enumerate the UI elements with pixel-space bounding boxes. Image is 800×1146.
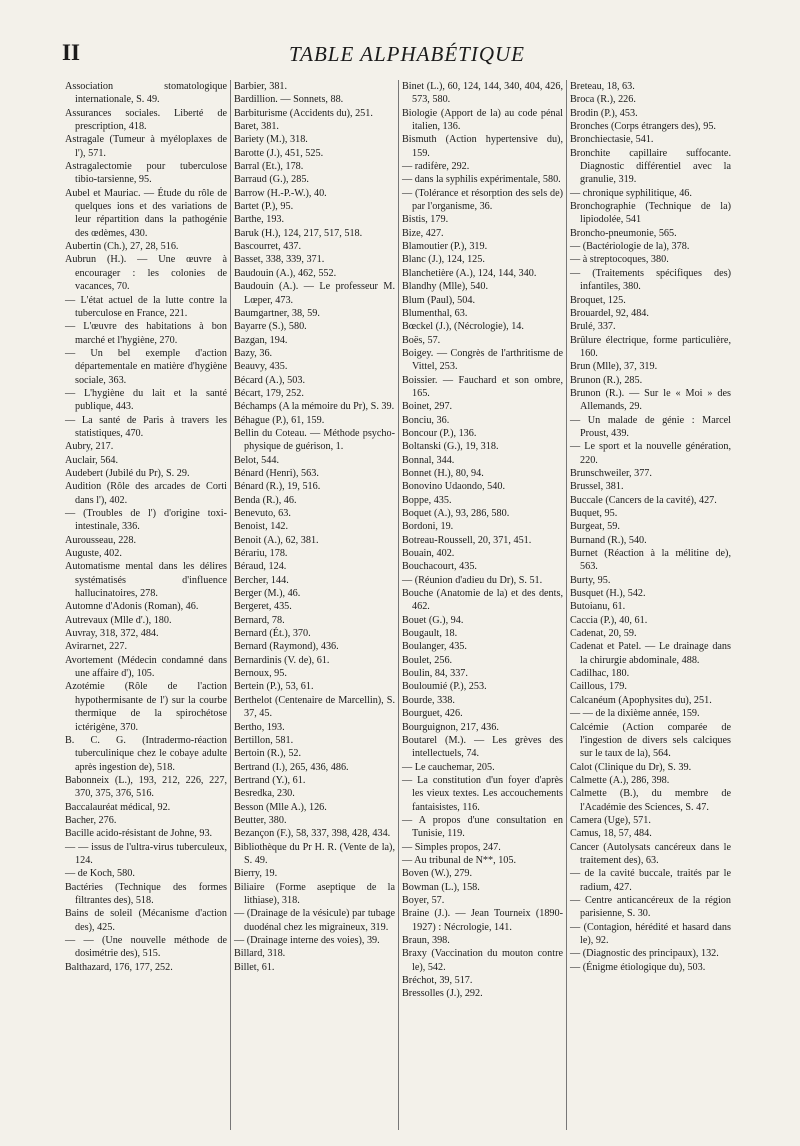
index-entry: Burnet (Réaction à la mélitine de), 563. — [570, 548, 731, 573]
index-entry: Bistis, 179. — [402, 214, 449, 226]
index-entry: Astragale (Tumeur à myéloplaxes de l'), 571. — [65, 134, 227, 159]
index-entry: Barraud (G.), 285. — [234, 174, 309, 186]
index-entry: Bouche (Anatomie de la) et des dents, 462. — [402, 588, 563, 613]
index-entry: Bascourret, 437. — [234, 241, 302, 253]
index-entry: Burgeat, 59. — [570, 521, 620, 533]
index-entry: Bowman (L.), 158. — [402, 881, 480, 893]
index-entry: — (Troubles de l') d'origine toxi-intestinale, 336. — [65, 508, 227, 533]
index-entry: — A propos d'une consultation en Tunisie, 119. — [402, 814, 563, 840]
index-entry: Avirагnet, 227. — [65, 641, 127, 653]
index-column-3 — [398, 80, 566, 1130]
index-entry: — à streptocoques, 380. — [570, 254, 669, 266]
index-entry: Caccia (P.), 40, 61. — [570, 614, 648, 626]
index-entry: Camera (Uge), 571. — [570, 814, 651, 826]
index-entry: — L'œuvre des habitations à bon marché et l'hygiène, 270. — [65, 321, 227, 346]
index-entry: Aurousseau, 228. — [65, 534, 137, 546]
index-entry: Aubertin (Ch.), 27, 28, 516. — [65, 241, 179, 253]
index-entry: Bellin du Coteau. — Méthode psycho-physique de guérison, 1. — [234, 427, 395, 453]
index-entry: Baccalauréat médical, 92. — [65, 801, 171, 813]
index-entry: Blumenthal, 63. — [402, 307, 468, 319]
index-entry: Bougault, 18. — [402, 628, 458, 640]
index-entry: — (Réunion d'adieu du Dr), S. 51. — [402, 574, 543, 586]
index-entry: Boyer, 57. — [402, 894, 445, 906]
index-entry: Botreau-Roussell, 20, 371, 451. — [402, 534, 532, 546]
index-entry: Bonnal, 344. — [402, 454, 455, 466]
index-entry: Bertrand (Y.), 61. — [234, 774, 306, 786]
index-entry: Braxy (Vaccination du mouton contre le), 542. — [402, 948, 563, 973]
index-entry: Boppe, 435. — [402, 494, 452, 506]
index-entry: Boquet (A.), 93, 286, 580. — [402, 508, 510, 519]
index-entry: Bénard (Henri), 563. — [234, 467, 319, 479]
index-entry: Brussel, 381. — [570, 481, 624, 493]
index-entry: Burty, 95. — [570, 574, 611, 586]
index-columns — [62, 80, 752, 1130]
index-entry: Babonneix (L.), 193, 212, 226, 227, 370, 375, 376, 516. — [65, 774, 227, 800]
page-number: II — [62, 40, 80, 65]
page-header — [62, 40, 752, 74]
index-entry: Buquet, 95. — [570, 508, 618, 519]
index-entry: Association stomatologique internationale, S. 49. — [65, 81, 227, 106]
index-entry: Bécart, 179, 252. — [234, 387, 304, 399]
index-entry: Bourguignon, 217, 436. — [402, 721, 499, 733]
index-entry: Baudouin (A.), 462, 552. — [234, 267, 337, 279]
index-entry: Blandhy (Mlle), 540. — [402, 281, 489, 293]
page-title: TABLE ALPHABÉTIQUE — [289, 42, 525, 66]
index-entry: — (Tolérance et résorption des sels de) par l'organisme, 36. — [402, 187, 563, 213]
index-entry: — Un bel exemple d'action départementale en matière d'hygiène sociale, 363. — [65, 347, 227, 386]
index-entry: Billard, 318. — [234, 948, 286, 960]
index-entry: Barotte (J.), 451, 525. — [234, 147, 324, 159]
index-entry: Bergeret, 435. — [234, 601, 292, 613]
index-entry: Bronchite capillaire suffocante. Diagnostic différentiel avec la granulie, 319. — [570, 147, 731, 186]
index-entry: — de Koch, 580. — [65, 868, 135, 880]
index-entry: Bazy, 36. — [234, 347, 273, 359]
index-entry: Boltanski (G.), 19, 318. — [402, 441, 499, 453]
index-entry: Automatisme mental dans les délires systématisés d'influence hallucinatoires, 278. — [65, 561, 227, 600]
index-entry: — (Drainage de la vésicule) par tubage duodénal chez les migraineux, 319. — [234, 908, 395, 933]
index-entry: Avortement (Médecin condamné dans une affaire d'), 105. — [65, 654, 227, 680]
index-entry: Belot, 544. — [234, 454, 279, 466]
index-entry: Barral (Et.), 178. — [234, 161, 304, 173]
index-entry: — — de la dixième année, 159. — [570, 708, 700, 720]
index-entry: Barrow (H.-P.-W.), 40. — [234, 187, 327, 199]
index-entry: Autrevaux (Mlle d'.), 180. — [65, 614, 172, 626]
index-entry: Auguste, 402. — [65, 548, 122, 560]
index-entry: Boutarel (M.). — Les grèves des intellectuels, 74. — [402, 734, 563, 760]
index-entry: Calot (Clinique du Dr), S. 39. — [570, 761, 692, 773]
index-entry: Bactéries (Technique des formes filtrantes des), 518. — [65, 881, 227, 906]
index-entry: Blanc (J.), 124, 125. — [402, 254, 485, 266]
index-entry: Brunon (R.). — Sur le « Moi » des Allemands, 29. — [570, 387, 731, 413]
index-entry: Brunon (R.), 285. — [570, 374, 643, 386]
index-entry: Bains de soleil (Mécanisme d'action des), 425. — [65, 908, 227, 933]
index-entry: — La santé de Paris à travers les statistiques, 470. — [65, 414, 227, 439]
index-entry: — Le cauchemar, 205. — [402, 761, 495, 773]
index-entry: Bernardinis (V. de), 61. — [234, 654, 330, 666]
index-entry: Bacher, 276. — [65, 814, 117, 826]
index-entry: — Le sport et la nouvelle génération, 220. — [570, 441, 731, 466]
index-entry: Bertrand (I.), 265, 436, 486. — [234, 761, 349, 773]
index-entry: Blamoutier (P.), 319. — [402, 241, 488, 253]
index-entry: Bouain, 402. — [402, 548, 455, 560]
index-entry: — (Énigme étiologique du), 503. — [570, 961, 706, 973]
index-column-1 — [62, 80, 230, 1130]
index-entry: Bénard (R.), 19, 516. — [234, 481, 321, 493]
index-entry: Calcémie (Action comparée de l'ingestion de divers sels calciques sur le taux de la), 564. — [570, 721, 731, 760]
index-entry: Barthe, 193. — [234, 214, 285, 226]
index-entry: Blanchetière (A.), 124, 144, 340. — [402, 267, 537, 279]
index-entry: Butoianu, 61. — [570, 601, 626, 613]
index-entry: Bonciu, 36. — [402, 414, 450, 426]
index-entry: Bourguet, 426. — [402, 708, 463, 720]
index-entry: Audition (Rôle des arcades de Corti dans l'), 402. — [65, 481, 227, 506]
index-entry: Aubel et Mauriac. — Étude du rôle de quelques ions et des variations de leur répartition dans la pathogénie des œdèmes, 430. — [65, 187, 227, 239]
index-entry: Besson (Mlle A.), 126. — [234, 801, 327, 813]
index-entry: Bourde, 338. — [402, 694, 455, 706]
index-entry: Bertho, 193. — [234, 721, 285, 733]
index-entry: Bouloumié (P.), 253. — [402, 681, 487, 693]
index-entry: Baudouin (A.). — Le professeur M. Lœper, 473. — [234, 281, 395, 306]
index-entry: Caillous, 179. — [570, 681, 627, 693]
index-entry: — L'état actuel de la lutte contre la tuberculose en France, 221. — [65, 294, 227, 319]
index-entry: Bernoux, 95. — [234, 668, 287, 680]
index-entry: Bertoin (R.), 52. — [234, 748, 302, 760]
index-entry: Bréchot, 39, 517. — [402, 975, 473, 987]
index-entry: — Simples propos, 247. — [402, 841, 501, 853]
index-entry: Bartet (P.), 95. — [234, 201, 294, 213]
index-entry: Cadenat, 20, 59. — [570, 628, 637, 640]
index-entry: — (Bactériologie de la), 378. — [570, 241, 690, 253]
index-entry: — Centre anticancéreux de la région parisienne, S. 30. — [570, 894, 731, 920]
index-entry: Assurances sociales. Liberté de prescription, 418. — [65, 107, 227, 133]
index-entry: Baumgartner, 38, 59. — [234, 307, 320, 319]
index-entry: — — (Une nouvelle méthode de dosimétrie des), 515. — [65, 935, 227, 960]
index-entry: Bronches (Corps étrangers des), 95. — [570, 121, 716, 133]
index-entry: Bronchiectasie, 541. — [570, 134, 654, 146]
index-entry: — dans la syphilis expérimentale, 580. — [402, 174, 561, 186]
index-entry: Bacille acido-résistant de Johne, 93. — [65, 828, 213, 840]
index-entry: Broca (R.), 226. — [570, 94, 636, 106]
index-entry: Béhague (P.), 61, 159. — [234, 414, 325, 426]
index-entry: Boulanger, 435. — [402, 641, 467, 653]
index-entry: Broncho-pneumonie, 565. — [570, 227, 677, 239]
index-entry: — radifère, 292. — [402, 161, 470, 173]
index-entry: Barbiturisme (Accidents du), 251. — [234, 107, 373, 119]
index-entry: Bernard, 78. — [234, 614, 285, 626]
index-entry: Bernard (Ét.), 370. — [234, 628, 311, 640]
index-entry: Benda (R.), 46. — [234, 494, 297, 506]
index-entry: Beauvy, 435. — [234, 361, 288, 373]
index-entry: Bouchacourt, 435. — [402, 561, 477, 573]
index-column-4 — [566, 80, 734, 1130]
index-entry: Calmette (A.), 286, 398. — [570, 774, 670, 786]
index-entry: Binet (L.), 60, 124, 144, 340, 404, 426, 573, 580. — [402, 81, 563, 106]
index-entry: Aubry, 217. — [65, 441, 114, 453]
index-entry: Béchamps (A la mémoire du Pr), S. 39. — [234, 401, 395, 413]
index-entry: Busquet (H.), 542. — [570, 588, 646, 600]
index-entry: Burnand (R.), 540. — [570, 534, 647, 546]
index-entry: Cadilhac, 180. — [570, 668, 630, 680]
index-entry: — chronique syphilitique, 46. — [570, 187, 692, 199]
index-entry: Calcanéum (Apophysites du), 251. — [570, 694, 712, 706]
index-entry: Braun, 398. — [402, 935, 450, 946]
index-entry: Balthazard, 176, 177, 252. — [65, 961, 173, 973]
index-entry: Brûlure électrique, forme particulière, 160. — [570, 334, 731, 359]
index-entry: Bécard (A.), 503. — [234, 374, 306, 386]
index-entry: Boinet, 297. — [402, 401, 453, 413]
index-entry: Bertein (P.), 53, 61. — [234, 681, 314, 693]
index-entry: Boës, 57. — [402, 334, 441, 346]
index-entry: Benevuto, 63. — [234, 508, 291, 519]
index-entry: — (Diagnostic des principaux), 132. — [570, 948, 719, 960]
index-entry: Barbier, 381. — [234, 81, 288, 92]
index-entry: — de la cavité buccale, traités par le radium, 427. — [570, 868, 731, 893]
index-entry: — (Traitements spécifiques des) infantiles, 380. — [570, 267, 731, 293]
index-entry: — — issus de l'ultra-virus tuberculeux, 124. — [65, 841, 227, 866]
index-entry: Baret, 381. — [234, 121, 279, 133]
index-entry: Benoist, 142. — [234, 521, 289, 533]
index-column-2 — [230, 80, 398, 1130]
index-entry: Berthelot (Centenaire de Marcellin), S. 37, 45. — [234, 694, 395, 720]
index-entry: Boissier. — Fauchard et son ombre, 165. — [402, 374, 563, 399]
index-entry: Bronchographie (Technique de la) lipiodolée, 541 — [570, 201, 731, 226]
index-entry: Audebert (Jubilé du Pr), S. 29. — [65, 467, 190, 479]
index-entry: Cancer (Autolysats cancéreux dans le traitement des), 63. — [570, 841, 731, 866]
index-entry: Bressolles (J.), 292. — [402, 988, 483, 1000]
index-entry: Buccale (Cancers de la cavité), 427. — [570, 494, 717, 506]
index-entry: Aubrun (H.). — Une œuvre à encourager : les colonies de vacances, 70. — [65, 254, 227, 293]
index-entry: Bibliothèque du Pr H. R. (Vente de la), S. 49. — [234, 841, 395, 866]
index-entry: Automne d'Adonis (Roman), 46. — [65, 601, 199, 613]
index-entry: Bertillon, 581. — [234, 734, 294, 746]
index-entry: Bernard (Raymond), 436. — [234, 641, 339, 653]
index-entry: Brun (Mlle), 37, 319. — [570, 361, 658, 373]
index-entry: Calmette (B.), du membre de l'Académie des Sciences, S. 47. — [570, 788, 731, 813]
index-entry: Basset, 338, 339, 371. — [234, 254, 325, 266]
index-entry: Camus, 18, 57, 484. — [570, 828, 652, 840]
index-entry: B. C. G. (Intradermo-réaction tuberculinique chez le cobaye adulte après ingestion de), 518. — [65, 734, 227, 773]
index-entry: Bazgan, 194. — [234, 334, 288, 346]
index-entry: Bœckel (J.), (Nécrologie), 14. — [402, 321, 524, 333]
index-entry: Baruk (H.), 124, 217, 517, 518. — [234, 227, 363, 239]
index-entry: Béraud, 124. — [234, 561, 287, 573]
index-entry: Brodin (P.), 453. — [570, 107, 638, 119]
index-entry: Boncour (P.), 136. — [402, 427, 477, 439]
index-entry: Braine (J.). — Jean Tourneix (1890-1927) : Nécrologie, 141. — [402, 908, 563, 933]
index-entry: Bayarre (S.), 580. — [234, 321, 307, 333]
index-entry: Besredka, 230. — [234, 788, 295, 800]
index-entry: Auvray, 318, 372, 484. — [65, 628, 159, 640]
index-entry: Boven (W.), 279. — [402, 868, 473, 880]
index-entry: Benoit (A.), 62, 381. — [234, 534, 319, 546]
index-entry: Bismuth (Action hypertensive du), 159. — [402, 134, 563, 159]
index-entry: Brunschweiler, 377. — [570, 467, 652, 479]
index-entry: Bouet (G.), 94. — [402, 614, 464, 626]
index-entry: Brouardel, 92, 484. — [570, 307, 649, 319]
index-entry: Brulé, 337. — [570, 321, 616, 333]
index-entry: Astragalectomie pour tuberculose tibio-tarsienne, 95. — [65, 161, 227, 186]
index-entry: Bierry, 19. — [234, 868, 278, 880]
index-entry: Broquet, 125. — [570, 294, 626, 306]
index-entry: Bize, 427. — [402, 227, 444, 239]
index-entry: — Un malade de génie : Marcel Proust, 439. — [570, 414, 731, 439]
index-entry: Bordoni, 19. — [402, 521, 454, 533]
index-entry: Bardillion. — Sonnets, 88. — [234, 94, 344, 106]
index-entry: Boulet, 256. — [402, 654, 453, 666]
index-entry: — (Contagion, hérédité et hasard dans le), 92. — [570, 921, 731, 946]
index-entry: Bonovino Udaondo, 540. — [402, 481, 506, 493]
index-entry: Azotémie (Rôle de l'action hypothermisante de l') sur la courbe thermique de la spirochétose ictérigène, 370. — [65, 681, 227, 733]
index-entry: Biologie (Apport de la) au code pénal italien, 136. — [402, 107, 563, 133]
index-entry: Biliaire (Forme aseptique de la lithiase), 318. — [234, 881, 395, 906]
index-entry: — L'hygiène du lait et la santé publique, 443. — [65, 387, 227, 413]
index-entry: — La constitution d'un foyer d'après les vieux textes. Les accouchements fantaisistes, 116. — [402, 774, 563, 813]
index-entry: Beutter, 380. — [234, 814, 287, 826]
index-entry: Boulin, 84, 337. — [402, 668, 468, 680]
index-entry: — Au tribunal de N**, 105. — [402, 854, 517, 866]
index-entry: Bariety (M.), 318. — [234, 134, 308, 146]
index-entry: Bérariu, 178. — [234, 548, 288, 560]
index-entry: Billet, 61. — [234, 961, 275, 973]
index-entry: Breteau, 18, 63. — [570, 81, 635, 92]
index-entry: Auclair, 564. — [65, 454, 119, 466]
index-entry: Bezançon (F.), 58, 337, 398, 428, 434. — [234, 828, 391, 840]
index-entry: Cadenat et Patel. — Le drainage dans la chirurgie abdominale, 488. — [570, 641, 731, 666]
index-entry: Blum (Paul), 504. — [402, 294, 476, 306]
index-entry: — (Drainage interne des voies), 39. — [234, 935, 380, 946]
index-entry: Boigey. — Congrès de l'arthritisme de Vittel, 253. — [402, 347, 563, 373]
index-entry: Bonnet (H.), 80, 94. — [402, 467, 484, 479]
index-entry: Berger (M.), 46. — [234, 588, 301, 600]
index-entry: Bercher, 144. — [234, 574, 289, 586]
